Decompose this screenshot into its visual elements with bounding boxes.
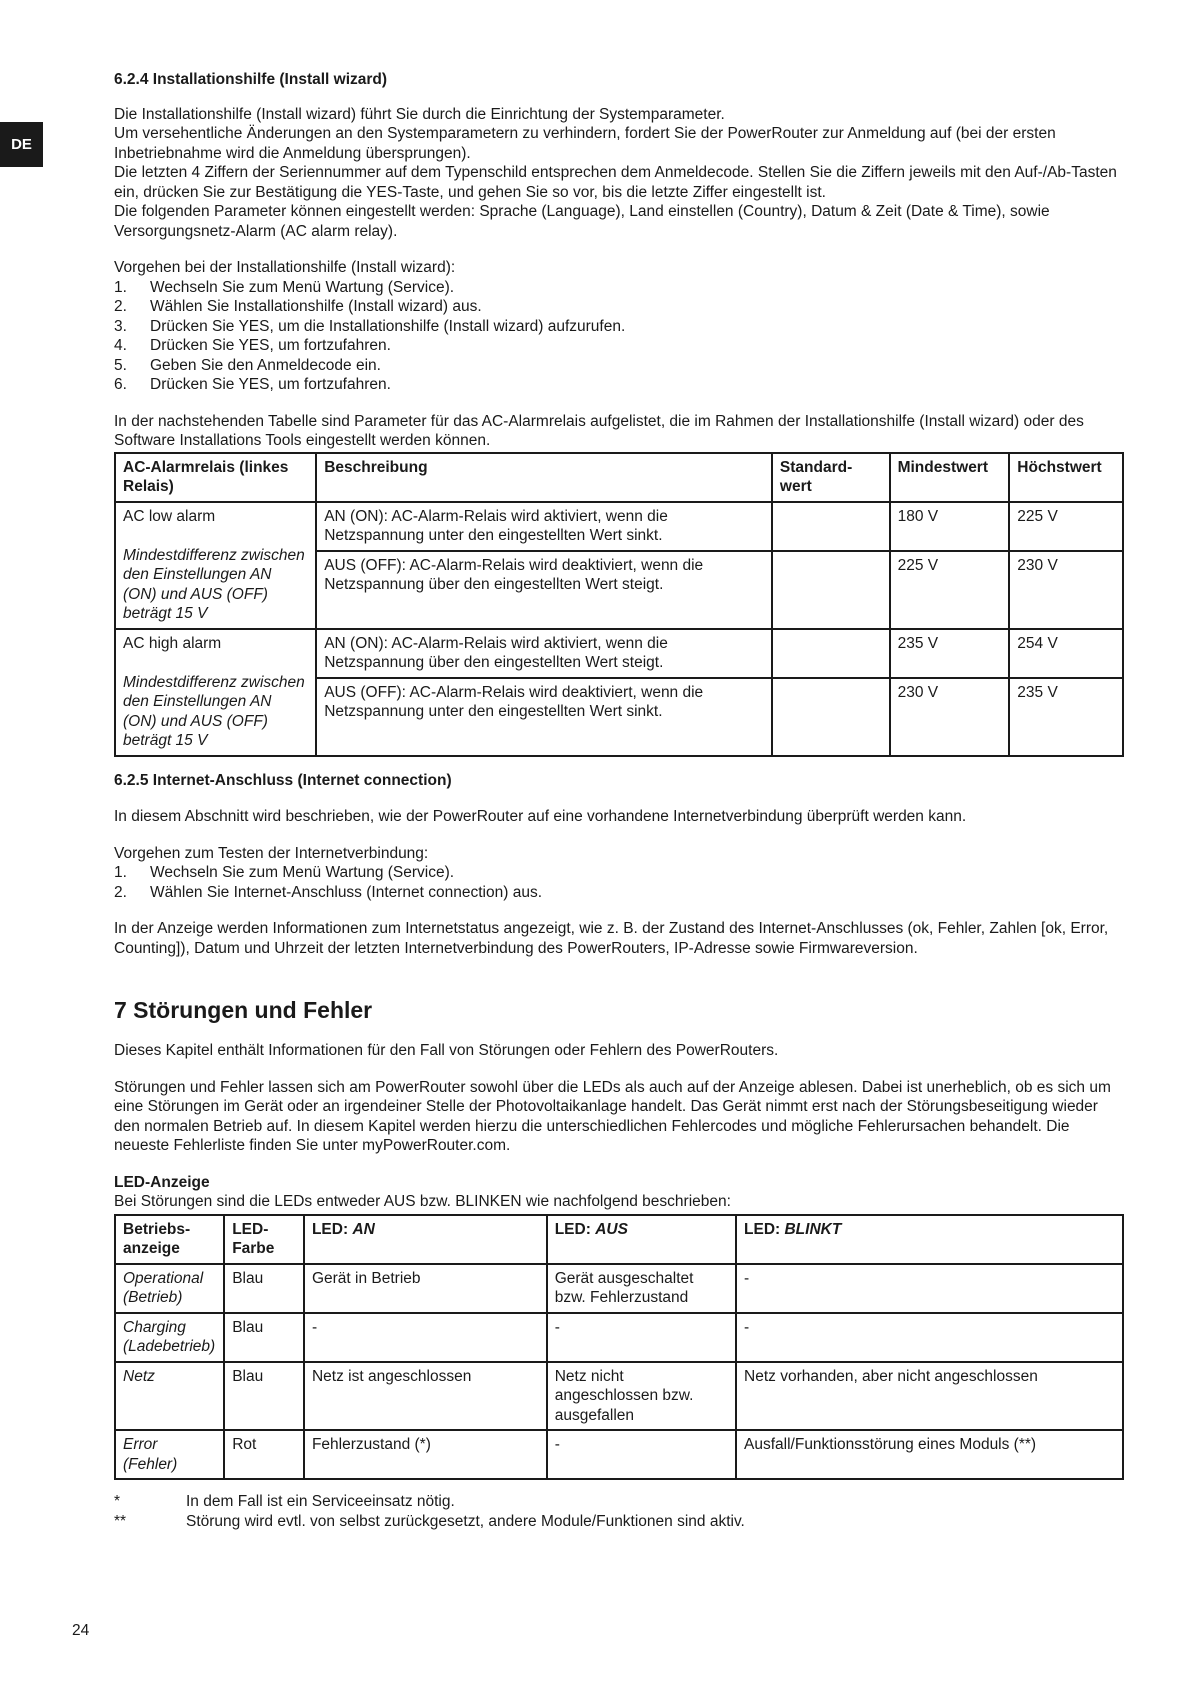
list-item (114, 297, 1124, 317)
step-list (114, 278, 1124, 395)
max-cell: 254 V (1009, 629, 1123, 678)
color-cell: Blau (224, 1313, 304, 1362)
on-cell: Gerät in Betrieb (304, 1264, 547, 1313)
page-number: 24 (72, 1622, 90, 1639)
header-text: LED: (311, 1220, 353, 1238)
table-row (115, 1313, 1123, 1362)
column-header (224, 1215, 304, 1264)
footnote-mark: ** (114, 1512, 127, 1530)
column-header: Mindestwert (890, 453, 1010, 502)
footnote (114, 1492, 1124, 1512)
on-cell: - (304, 1313, 547, 1362)
mode-cell: Operational (Betrieb) (115, 1264, 224, 1313)
default-cell (772, 502, 890, 551)
description-cell: AUS (OFF): AC-Alarm-Relais wird deaktiviert, wenn die Netzspannung über den eingestellten Wert steigt. (316, 551, 772, 629)
on-cell: Netz ist angeschlossen (304, 1362, 547, 1431)
footnote-mark: * (114, 1493, 121, 1510)
table-row (115, 1264, 1123, 1313)
step-text: Wechseln Sie zum Menü Wartung (Service). (150, 278, 455, 296)
step-number: 1. (114, 278, 127, 296)
column-header (115, 1215, 224, 1264)
paragraph: Die folgenden Parameter können eingestellt werden: Sprache (Language), Land einstellen (Country), Datum & Zeit (Date & Time), sowie Versorgungsnetz-Alarm (AC alarm relay). (114, 203, 1050, 240)
footnote (114, 1512, 1124, 1532)
step-number: 2. (114, 883, 127, 901)
paragraph: Dieses Kapitel enthält Informationen für den Fall von Störungen oder Fehlern des PowerRouters. (114, 1042, 779, 1059)
list-item (114, 356, 1124, 376)
mode-cell: Charging (Ladebetrieb) (115, 1313, 224, 1362)
header-emphasis: AN (352, 1220, 375, 1238)
chapter-heading-7: 7 Störungen und Fehler (114, 997, 373, 1023)
blink-cell: - (736, 1313, 1123, 1362)
min-cell: 180 V (890, 502, 1010, 551)
list-item (114, 317, 1124, 337)
min-cell: 225 V (890, 551, 1010, 629)
header-emphasis: BLINKT (784, 1220, 842, 1238)
paragraph: Die letzten 4 Ziffern der Seriennummer auf dem Typenschild entsprechen dem Anmeldecode. Stellen Sie die Ziffern jeweils mit den Auf-/Ab-Tasten ein, drücken Sie zur Bestätigung die YES-Taste, und gehen Sie so vor, bis die letzte Ziffer eingestellt ist. (114, 164, 1117, 201)
step-text: Wechseln Sie zum Menü Wartung (Service). (150, 864, 455, 881)
step-text: Drücken Sie YES, um fortzufahren. (150, 337, 391, 354)
off-cell: Netz nicht angeschlossen bzw. ausgefallen (547, 1362, 736, 1431)
list-item (114, 883, 1124, 903)
column-header: Höchstwert (1009, 453, 1123, 502)
section-heading-6-2-4: 6.2.4 Installationshilfe (Install wizard) (114, 71, 388, 88)
color-cell: Rot (224, 1430, 304, 1479)
color-cell: Blau (224, 1264, 304, 1313)
step-text: Wählen Sie Installationshilfe (Install wizard) aus. (150, 298, 482, 315)
table-row (115, 629, 1123, 678)
table-row (115, 1430, 1123, 1479)
step-number: 3. (114, 317, 127, 335)
ac-alarm-table (114, 452, 1124, 757)
max-cell: 230 V (1009, 551, 1123, 629)
alarm-name: AC low alarm (123, 507, 216, 525)
step-number: 4. (114, 337, 127, 354)
list-item (114, 278, 1124, 298)
column-header: Standard-wert (772, 453, 890, 502)
table-row (115, 1362, 1123, 1431)
step-text: Wählen Sie Internet-Anschluss (Internet connection) aus. (150, 883, 543, 901)
list-item (114, 375, 1124, 395)
step-number: 2. (114, 298, 127, 315)
procedure-title: Vorgehen zum Testen der Internetverbindung: (114, 844, 429, 862)
list-item (114, 863, 1124, 883)
header-emphasis: AUS (595, 1220, 628, 1238)
min-cell: 230 V (890, 678, 1010, 756)
led-heading: LED-Anzeige (114, 1173, 210, 1191)
step-text: Drücken Sie YES, um die Installationshilfe (Install wizard) aufzurufen. (150, 317, 626, 335)
page-content (114, 70, 1124, 1531)
step-number: 1. (114, 864, 127, 881)
language-tab: DE (0, 122, 43, 167)
paragraph: Die Installationshilfe (Install wizard) führt Sie durch die Einrichtung der Systemparameter. (114, 105, 725, 123)
header-text: LED: (554, 1220, 596, 1238)
description-cell: AN (ON): AC-Alarm-Relais wird aktiviert, wenn die Netzspannung über den eingestellten Wert steigt. (316, 629, 772, 678)
default-cell (772, 551, 890, 629)
table-header-row (115, 1215, 1123, 1264)
footnote-text: Störung wird evtl. von selbst zurückgesetzt, andere Module/Funktionen sind aktiv. (186, 1512, 745, 1530)
alarm-group-cell (115, 502, 316, 629)
table-row (115, 502, 1123, 551)
step-text: Geben Sie den Anmeldecode ein. (150, 356, 381, 374)
column-header (304, 1215, 547, 1264)
alarm-group-cell (115, 629, 316, 756)
paragraph: Störungen und Fehler lassen sich am PowerRouter sowohl über die LEDs als auch auf der Anzeige ablesen. Dabei ist unerheblich, ob es sich um eine Störungen im Gerät oder an irgendeiner Stelle der Photovoltaikanlage handelt. Das Gerät nimmt erst nach der Störungsbeseitigung wieder den normalen Betrieb auf. In diesem Kapitel werden hierzu die unterschiedlichen Fehlercodes und mögliche Fehlerursachen behandelt. Die neueste Fehlerliste finden Sie unter myPowerRouter.com. (114, 1078, 1111, 1154)
default-cell (772, 629, 890, 678)
default-cell (772, 678, 890, 756)
off-cell: - (547, 1313, 736, 1362)
procedure-title: Vorgehen bei der Installationshilfe (Install wizard): (114, 259, 456, 276)
color-cell: Blau (224, 1362, 304, 1431)
column-header (736, 1215, 1123, 1264)
alarm-name: AC high alarm (123, 634, 222, 652)
mode-cell: Netz (115, 1362, 224, 1431)
column-header: AC-Alarmrelais (linkes Relais) (115, 453, 316, 502)
step-list (114, 863, 1124, 902)
paragraph: In diesem Abschnitt wird beschrieben, wie der PowerRouter auf eine vorhandene Internetverbindung überprüft werden kann. (114, 808, 967, 825)
step-number: 5. (114, 356, 127, 374)
max-cell: 235 V (1009, 678, 1123, 756)
max-cell: 225 V (1009, 502, 1123, 551)
on-cell: Fehlerzustand (*) (304, 1430, 547, 1479)
paragraph: In der Anzeige werden Informationen zum Internetstatus angezeigt, wie z. B. der Zustand des Internet-Anschlusses (ok, Fehler, Zahlen [ok, Error, Counting]), Datum und Uhrzeit der letzten Internetverbindung des PowerRouters, IP-Adresse sowie Firmwareversion. (114, 920, 1109, 957)
section-heading-6-2-5: 6.2.5 Internet-Anschluss (Internet connection) (114, 771, 452, 789)
table-intro: In der nachstehenden Tabelle sind Parameter für das AC-Alarmrelais aufgelistet, die im Rahmen der Installationshilfe (Install wizard) oder des Software Installations Tools eingestellt werden können. (114, 412, 1084, 449)
footnote-text: In dem Fall ist ein Serviceeinsatz nötig. (186, 1493, 455, 1510)
header-text: Betriebs-anzeige (123, 1220, 191, 1257)
off-cell: - (547, 1430, 736, 1479)
description-cell: AUS (OFF): AC-Alarm-Relais wird deaktiviert, wenn die Netzspannung unter den eingestellten Wert sinkt. (316, 678, 772, 756)
alarm-note: Mindestdifferenz zwischen den Einstellungen AN (ON) und AUS (OFF) beträgt 15 V (123, 673, 305, 749)
paragraph: Um versehentliche Änderungen an den Systemparametern zu verhindern, fordert Sie der PowerRouter zur Anmeldung auf (bei der ersten Inbetriebnahme wird die Anmeldung übersprungen). (114, 125, 1056, 162)
header-text: LED: (744, 1220, 785, 1238)
column-header (547, 1215, 736, 1264)
alarm-note: Mindestdifferenz zwischen den Einstellungen AN (ON) und AUS (OFF) beträgt 15 V (123, 546, 305, 622)
description-cell: AN (ON): AC-Alarm-Relais wird aktiviert, wenn die Netzspannung unter den eingestellten Wert sinkt. (316, 502, 772, 551)
led-intro: Bei Störungen sind die LEDs entweder AUS bzw. BLINKEN wie nachfolgend beschrieben: (114, 1193, 731, 1210)
list-item (114, 336, 1124, 356)
off-cell: Gerät ausgeschaltet bzw. Fehlerzustand (547, 1264, 736, 1313)
step-number: 6. (114, 376, 127, 393)
blink-cell: - (736, 1264, 1123, 1313)
mode-cell: Error (Fehler) (115, 1430, 224, 1479)
blink-cell: Netz vorhanden, aber nicht angeschlossen (736, 1362, 1123, 1431)
min-cell: 235 V (890, 629, 1010, 678)
table-header-row (115, 453, 1123, 502)
blink-cell: Ausfall/Funktionsstörung eines Moduls (**) (736, 1430, 1123, 1479)
step-text: Drücken Sie YES, um fortzufahren. (150, 376, 391, 393)
led-table (114, 1214, 1124, 1481)
header-text: LED-Farbe (232, 1220, 275, 1257)
column-header: Beschreibung (316, 453, 772, 502)
